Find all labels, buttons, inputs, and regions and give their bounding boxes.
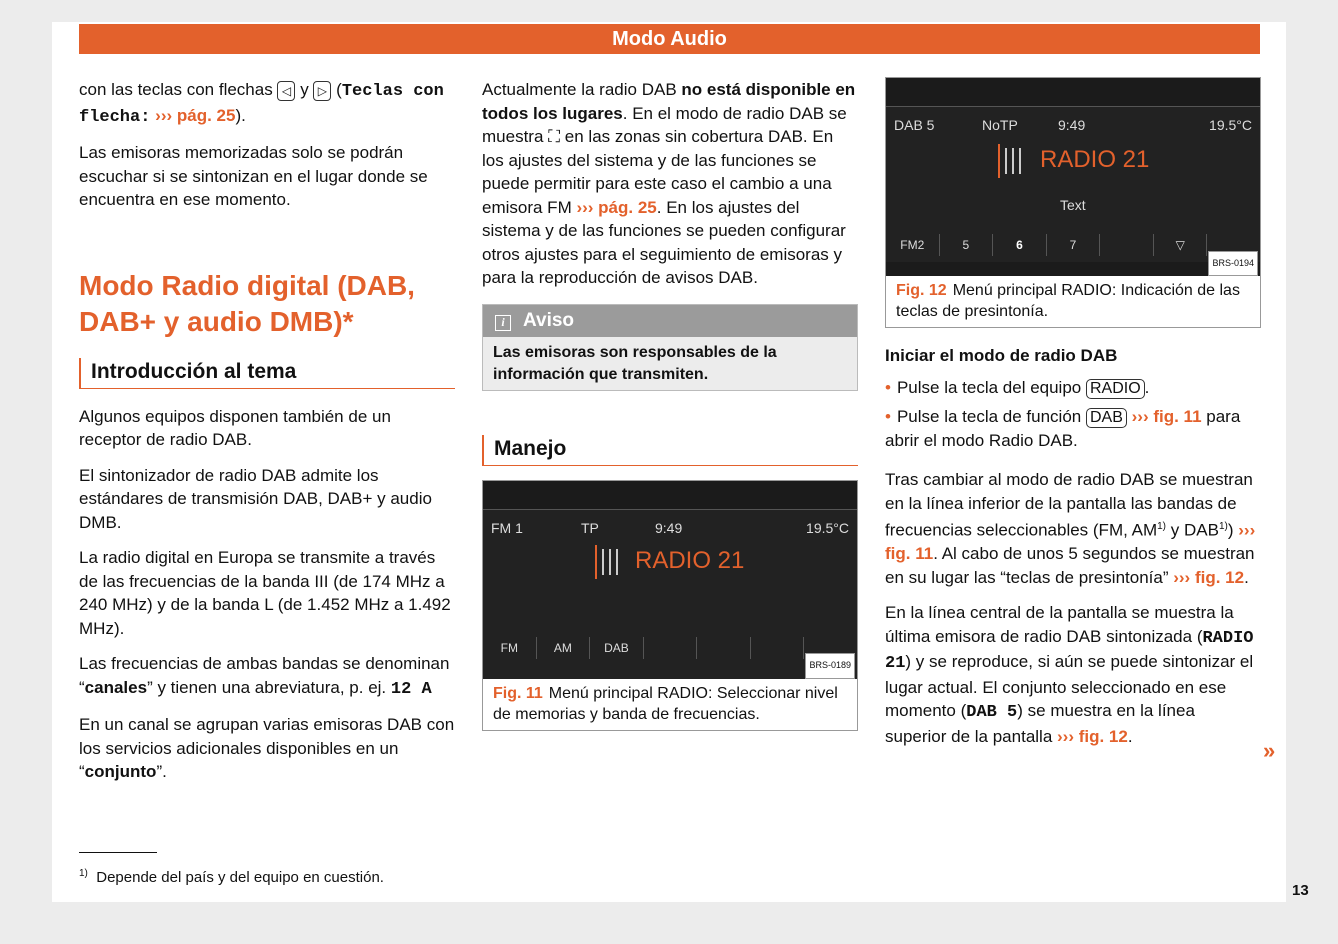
footnote-divider — [79, 852, 157, 853]
preset-key[interactable]: 5 — [940, 234, 994, 256]
page-ref-link[interactable]: ››› pág. 25 — [576, 197, 657, 217]
radio-screen-fig11 — [483, 481, 857, 679]
signal-icon — [998, 144, 1026, 178]
scroll-down-icon[interactable]: ▽ — [1154, 234, 1208, 256]
time-label: 9:49 — [1058, 117, 1086, 133]
bullet-radio-key: • Pulse la tecla del equipo RADIO . — [885, 377, 1150, 397]
figure-ref-link[interactable]: ››› fig. 11 — [885, 520, 1256, 564]
figure-12 — [885, 77, 1261, 328]
dab-key: DAB — [1086, 408, 1127, 428]
preset-key[interactable]: FM2 — [886, 234, 940, 256]
paragraph-arrow-keys: con las teclas con flechas ◁ y ▷ (Teclas con flecha: ››› pág. 25). — [79, 80, 444, 127]
paragraph-availability: Actualmente la radio DAB no está disponible en todos los lugares. En el modo de radio DAB se muestra ⛶ en las zonas sin cobertura DAB. En los ajustes del sistema y de las funciones se puede permitir para este caso el cambio a una emisora FM ››› pág. 25. En los ajustes del sistema y de las funciones se pueden configurar otros ajustes para el seguimiento de emisoras y para la reproducción de avisos DAB. — [482, 80, 856, 287]
page-number: 13 — [1292, 882, 1309, 899]
function-key[interactable]: DAB — [590, 637, 644, 659]
paragraph-central-line: En la línea central de la pantalla se muestra la última emisora de radio DAB sintonizada (RADIO 21) y se reproduce, si aún se puede sintonizar el lugar actual. El conjunto seleccionado en ese momento (DAB 5) se muestra en la línea superior de la pantalla ››› fig. 12. — [885, 603, 1254, 746]
ensemble-label: DAB 5 — [894, 117, 935, 133]
column-3 — [885, 77, 1261, 760]
function-key[interactable]: AM — [537, 637, 591, 659]
notice-text: Las emisoras son responsables de la información que transmiten. — [483, 337, 857, 390]
info-icon: i — [495, 315, 511, 331]
column-1 — [79, 78, 455, 796]
temperature-label: 19.5°C — [806, 519, 849, 536]
signal-icon — [595, 545, 623, 579]
preset-key[interactable] — [1100, 234, 1154, 256]
radio-key: RADIO — [1086, 379, 1145, 399]
temperature-label: 19.5°C — [1209, 117, 1252, 133]
subsection-title: Iniciar el modo de radio DAB — [885, 346, 1118, 365]
tp-label: TP — [581, 519, 599, 536]
left-arrow-key-icon: ◁ — [277, 81, 295, 101]
page-ref-link[interactable]: ››› pág. 25 — [155, 105, 236, 125]
figure-code: BRS-0194 — [1208, 251, 1258, 277]
band-label: FM 1 — [491, 519, 523, 536]
paragraph-standards: El sintonizador de radio DAB admite los estándares de transmisión DAB, DAB+ y audio DMB. — [79, 465, 432, 532]
time-label: 9:49 — [655, 519, 683, 536]
notice-box — [482, 304, 858, 391]
figure-ref-link[interactable]: ››› fig. 11 — [1131, 407, 1202, 426]
function-key[interactable] — [644, 637, 698, 659]
paragraph-bands: La radio digital en Europa se transmite a través de las frecuencias de la banda III (de 174 MHz a 240 MHz) y de la banda L (de 1.452 MHz a 1.492 MHz). — [79, 548, 451, 638]
right-arrow-key-icon: ▷ — [313, 81, 331, 101]
column-2 — [482, 78, 858, 731]
function-key[interactable] — [751, 637, 805, 659]
continue-arrow-icon: » — [1263, 738, 1276, 763]
station-name: RADIO 21 — [1040, 146, 1150, 173]
function-key[interactable]: FM — [483, 637, 537, 659]
section-title-manejo: Manejo — [482, 435, 858, 466]
figure-caption: Fig. 11 Menú principal RADIO: Seleccionar nivel de memorias y banda de frecuencias. — [493, 684, 838, 723]
station-name: RADIO 21 — [635, 546, 745, 574]
paragraph-bands-display: Tras cambiar al modo de radio DAB se muestran en la línea inferior de la pantalla las bandas de frecuencias seleccionables (FM, AM$^{1)}$ y DAB$^{1)}$) ››› fig. 11. Al cabo de unos 5 segundos se muestran en su lugar las “teclas de presintonía” ››› fig. 12. — [885, 470, 1256, 587]
preset-key[interactable]: 6 — [993, 234, 1047, 256]
preset-key-row — [886, 234, 1260, 256]
figure-ref-link[interactable]: ››› fig. 12 — [1057, 726, 1128, 746]
footnote: $^{1)}$ Depende del país y del equipo en cuestión. — [79, 868, 384, 886]
function-key[interactable] — [697, 637, 751, 659]
figure-caption: Fig. 12 Menú principal RADIO: Indicación de las teclas de presintonía. — [896, 282, 1240, 320]
paragraph-ensemble: En un canal se agrupan varias emisoras DAB con los servicios adicionales disponibles en un “conjunto”. — [79, 715, 455, 781]
function-key-row — [483, 637, 857, 659]
figure-code: BRS-0189 — [805, 653, 855, 679]
tp-label: NoTP — [982, 117, 1018, 133]
section-title-intro: Introducción al tema — [79, 358, 455, 389]
chapter-title: Modo Radio digital (DAB, DAB+ y audio DMB)* — [79, 269, 415, 337]
paragraph-stored-stations: Las emisoras memorizadas solo se podrán escuchar si se sintonizan en el lugar donde se encuentra en ese momento. — [79, 143, 428, 209]
bullet-dab-key: • Pulse la tecla de función DAB ››› fig. 11 para abrir el modo Radio DAB. — [885, 407, 1241, 450]
preset-key[interactable]: 7 — [1047, 234, 1101, 256]
no-coverage-icon: ⛶ — [548, 127, 561, 146]
radio-text: Text — [1060, 197, 1086, 213]
paragraph-channels: Las frecuencias de ambas bandas se denominan “canales” y tienen una abreviatura, p. ej. 12 A — [79, 654, 450, 699]
radio-screen-fig12 — [886, 78, 1260, 276]
figure-ref-link[interactable]: ››› fig. 12 — [1173, 567, 1245, 587]
section-header: Modo Audio — [79, 24, 1260, 54]
figure-11 — [482, 480, 858, 731]
paragraph-receiver: Algunos equipos disponen también de un receptor de radio DAB. — [79, 406, 391, 449]
notice-header: i Aviso — [483, 305, 857, 337]
